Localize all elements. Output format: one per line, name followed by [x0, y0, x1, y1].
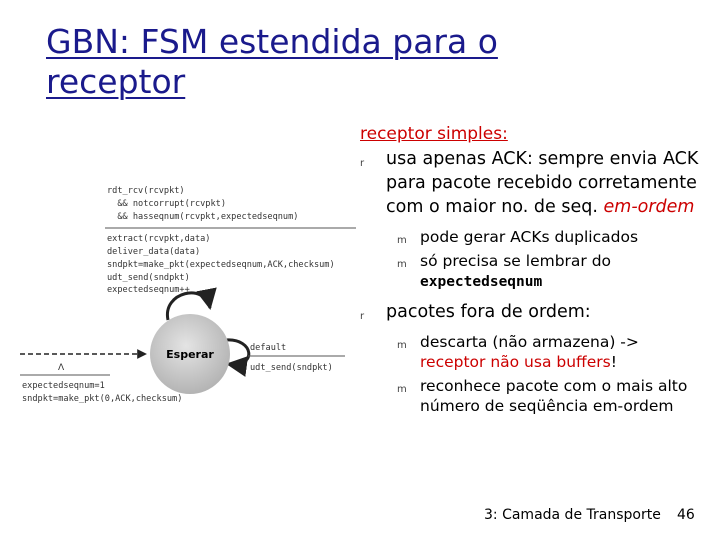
- fsm-right-action: udt_send(sndpkt): [250, 363, 333, 373]
- bullet-1-emphasis: em-ordem: [603, 197, 695, 217]
- bullet-2-text: pacotes fora de ordem:: [386, 302, 591, 322]
- sub-bullet-marker: m: [397, 259, 407, 270]
- fsm-top-event-1: rdt_rcv(rcvpkt): [107, 186, 185, 196]
- slide-title-line2: receptor: [46, 62, 186, 101]
- fsm-init-action-2: sndpkt=make_pkt(0,ACK,checksum): [22, 394, 183, 404]
- fsm-top-action-5: expectedseqnum++: [107, 285, 190, 295]
- sub-bullet-marker: m: [397, 384, 407, 395]
- sub-bullet-4: [360, 376, 705, 416]
- bullet-marker: r: [360, 311, 365, 322]
- sub-bullet-1: [360, 227, 705, 247]
- svg-text:rdt_rcv(rcvpkt) && notco: [107, 186, 298, 222]
- sub-bullet-3: [360, 332, 705, 372]
- sub-bullet-4-text: reconhece pacote com o mais alto número de seqüência em-ordem: [420, 377, 688, 415]
- fsm-right-event: default: [250, 343, 287, 353]
- footer-chapter: 3: Camada de Transporte: [484, 507, 661, 523]
- svg-text:extract(rcvpkt,data) deliv: [107, 234, 340, 295]
- fsm-top-event-3: && hasseqnum(rcvpkt,expectedseqnum): [107, 212, 299, 222]
- fsm-top-action-1: extract(rcvpkt,data): [107, 234, 211, 244]
- fsm-init-action-1: expectedseqnum=1: [22, 381, 105, 391]
- bullet-1-text: usa apenas ACK: sempre envia ACK para pacote recebido corretamente com o maior no. de seq.: [386, 149, 699, 217]
- bullet-marker: r: [360, 158, 365, 169]
- section-heading: receptor simples:: [360, 124, 508, 144]
- sub-bullet-3-tail: !: [610, 353, 617, 371]
- fsm-top-action-3: sndpkt=make_pkt(expectedseqnum,ACK,checksum): [107, 260, 335, 270]
- sub-bullet-2-code: expectedseqnum: [420, 274, 543, 290]
- bullet-item-1: [360, 147, 705, 219]
- slide-title: [46, 22, 498, 102]
- fsm-init-event: Λ: [58, 363, 65, 373]
- sub-bullet-1-text: pode gerar ACKs duplicados: [420, 228, 639, 246]
- slide-title-line1: GBN: FSM estendida para o: [46, 22, 498, 61]
- svg-text:expectedseqnum=1 sndpkt=ma: [22, 381, 182, 404]
- sub-bullet-2-text: só precisa se lembrar do: [420, 252, 612, 270]
- fsm-top-action-4: udt_send(sndpkt): [107, 273, 190, 283]
- sub-bullet-marker: m: [397, 340, 407, 351]
- fsm-top-event-2: && notcorrupt(rcvpkt): [107, 199, 226, 209]
- fsm-state-label: Esperar: [166, 348, 214, 361]
- fsm-top-action-2: deliver_data(data): [107, 247, 201, 257]
- bullet-content: [360, 123, 705, 416]
- fsm-diagram: [0, 170, 360, 410]
- sub-bullet-2: [360, 251, 705, 292]
- bullet-item-2: [360, 300, 705, 324]
- page-number: 46: [677, 507, 695, 523]
- sub-bullet-3-red: receptor não usa buffers: [420, 353, 611, 371]
- sub-bullet-marker: m: [397, 235, 407, 246]
- sub-bullet-3-text: descarta (não armazena) ->: [420, 333, 639, 351]
